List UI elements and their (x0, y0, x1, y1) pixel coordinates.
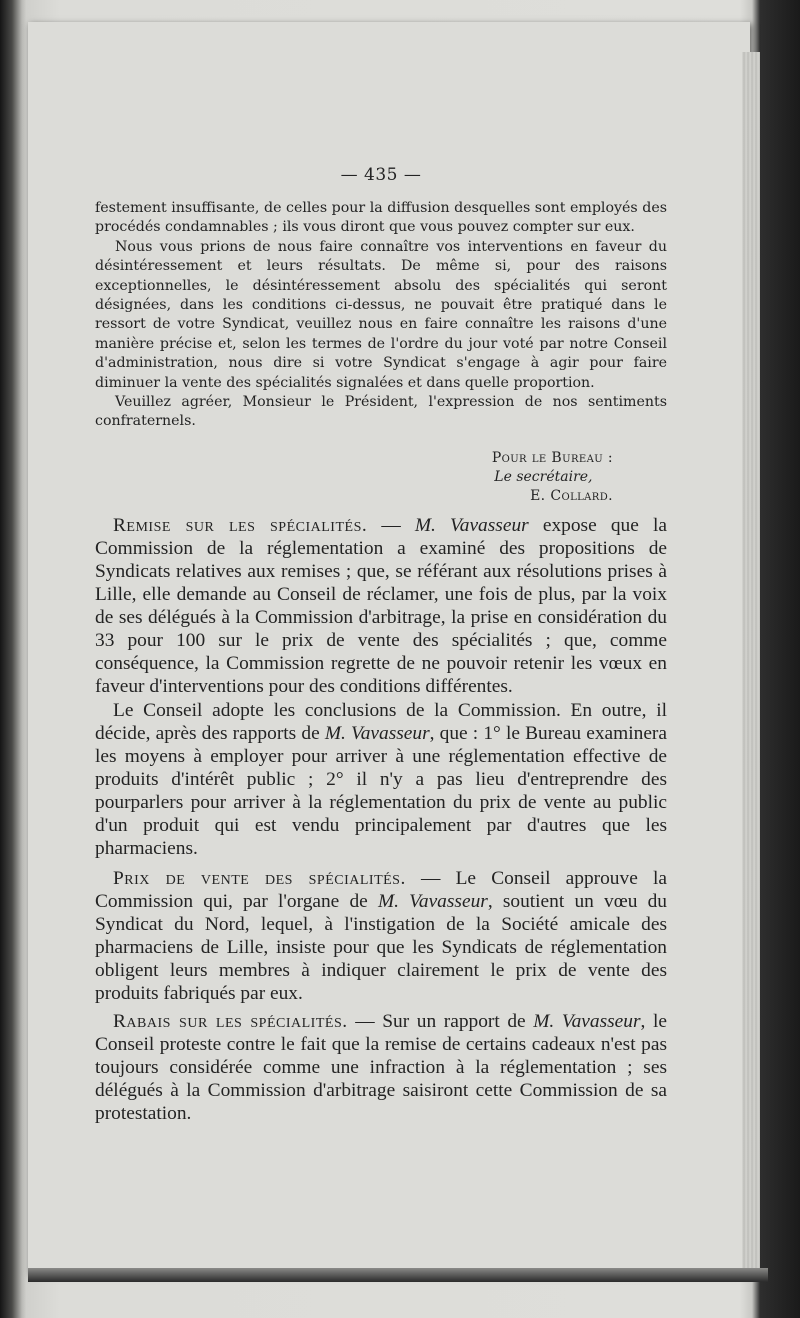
book-gutter (0, 0, 26, 1318)
book-page (28, 22, 750, 1274)
signature-role: Le secrétaire, (494, 469, 593, 485)
person-name: M. Vavasseur (533, 1011, 641, 1032)
section-text: , le Conseil proteste contre le fait que la remise de certains cadeaux n'est pas toujours considérée comme une infraction à la réglementation ; ses délégués à la Commission d'arbitrage saisiront cette Commission de sa protestation. (95, 1011, 667, 1124)
page-bottom-shadow (28, 1268, 768, 1282)
section-text: , que : 1° le Bureau examinera les moyens à employer pour arriver à une réglementation effective de produits d'intérêt public ; 2° il n'y a pas lieu d'entreprendre des pourparlers pour arriver à la réglementation du prix de vente au public d'un produit qui est vendu principalement par d'autres que les pharmaciens. (95, 723, 667, 859)
section-conseil-adopte (95, 699, 667, 860)
person-name: M. Vavasseur (324, 723, 430, 744)
letter-paragraph-3: Veuillez agréer, Monsieur le Président, l'expression de nos sentiments confraternels. (95, 394, 667, 430)
signature-name: E. Collard. (530, 488, 613, 504)
signature-block (492, 449, 613, 506)
section-text: — Le Conseil approuve la Commission qui, par l'organe de (95, 868, 667, 912)
person-name: M. Vavasseur (414, 515, 529, 536)
section-text: Le Conseil adopte les conclusions de la Commission. En outre, il décide, après des rapports de (95, 700, 667, 744)
letter-paragraph-1: festement insuffisante, de celles pour la diffusion desquelles sont employés des procédés condamnables ; ils vous diront que vous pouvez compter sur eux. (95, 200, 667, 236)
section-heading: Prix de vente des spécialités. (113, 868, 406, 889)
signature-bureau: Pour le Bureau : (491, 450, 613, 466)
section-heading: Rabais sur les spécialités. (113, 1011, 348, 1032)
letter-body (95, 199, 667, 432)
person-name: M. Vavasseur (377, 891, 488, 912)
heading-dash: — (367, 515, 415, 536)
section-text: — Sur un rapport de (347, 1011, 534, 1032)
letter-paragraph-2: Nous vous prions de nous faire connaître vos interventions en faveur du désintéressement et leurs résultats. De même si, pour des raisons exceptionnelles, le désintéressement absolu des spécialités qui seront désignées, dans les conditions ci-dessus, ne pouvait être pratiqué dans le ressort de votre Syndicat, veuillez nous en faire connaître les raisons d'une manière précise et, selon les termes de l'ordre du jour voté par notre Conseil d'administration, nous dire si votre Syndicat s'engage à agir pour faire diminuer la vente des spécialités signalées et dans quelle proportion. (95, 238, 667, 391)
section-prix-de-vente (95, 867, 667, 1005)
page-stack-edge (742, 52, 760, 1277)
section-rabais (95, 1010, 667, 1125)
page-number: — 435 — (340, 165, 422, 185)
section-remise (95, 514, 667, 698)
section-heading: Remise sur les spécialités. (113, 515, 368, 536)
section-text: , soutient un vœu du Syndicat du Nord, lequel, à l'instigation de la Société amicale des pharmaciens de Lille, insiste pour que les Syndicats de réglementation obligent leurs membres à indiquer clairement le prix de vente des produits fabriqués par eux. (95, 891, 667, 1004)
section-text: expose que la Commission de la réglementation a examiné des propositions de Syndicats relatives aux remises ; que, se référant aux résolutions prises à Lille, elle demande au Conseil de réclamer, une fois de plus, par la voix de ses délégués à la Commission d'arbitrage, la prise en considération du 33 pour 100 sur le prix de vente des spécialités ; que, comme conséquence, la Commission regrette de ne pouvoir retenir les vœux en faveur d'interventions pour des conditions différentes. (95, 515, 667, 697)
